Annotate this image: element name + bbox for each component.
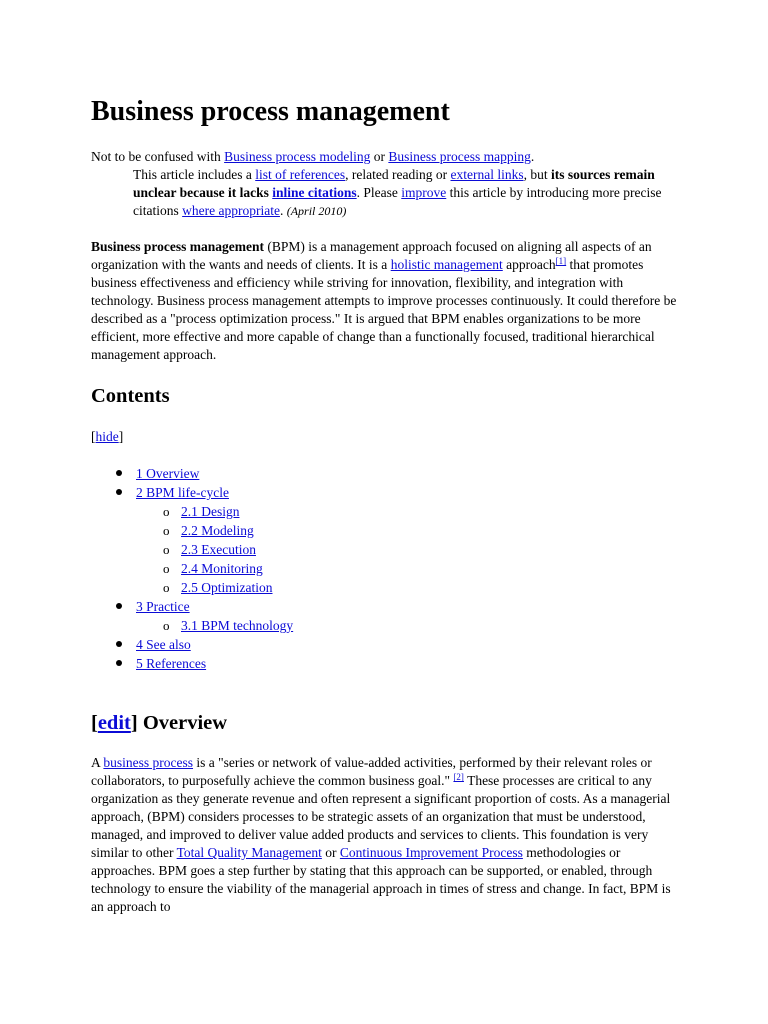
circle-bullet-icon: o bbox=[163, 523, 170, 538]
notice-text: . bbox=[279, 203, 284, 218]
toc-item-see-also bbox=[91, 635, 293, 654]
toc-item-design bbox=[91, 502, 293, 521]
toc-item-references bbox=[91, 654, 293, 673]
overview-paragraph bbox=[91, 754, 683, 916]
intro-bold-term: Business process management bbox=[91, 239, 265, 254]
reference-link-1[interactable]: [1] bbox=[555, 256, 567, 266]
table-of-contents bbox=[91, 464, 293, 673]
notice-text: , related reading or bbox=[345, 167, 451, 182]
bullet-icon bbox=[116, 660, 122, 666]
paragraph-text: that promotes business effectiveness and efficiency while striving for innovation, flexibility, and integration with technology. Business process management attempts to improve processes continuously. It could therefore be described as a "process optimization process." It is argued that BPM enables organizations to be more efficient, more effective and more capable of change than a functionally focused, traditional hierarchical management approach. bbox=[91, 257, 677, 362]
bullet-icon bbox=[116, 489, 122, 495]
link-external-links[interactable]: external links bbox=[450, 167, 524, 182]
notice-text: This article includes a bbox=[133, 167, 256, 182]
toc-item-monitoring bbox=[91, 559, 293, 578]
toc-link[interactable]: 2.1 Design bbox=[181, 504, 240, 519]
paragraph-text: These processes are critical to any organization as they generate revenue and often represent a significant proportion of costs. As a managerial approach, (BPM) considers processes to be strategic assets of an organization that must be understood, managed, and improved to deliver value added products and services to clients. This foundation is very similar to other bbox=[91, 773, 671, 860]
link-holistic-management[interactable]: holistic management bbox=[390, 257, 503, 272]
bullet-icon bbox=[116, 641, 122, 647]
section-title: Overview bbox=[137, 712, 228, 734]
toc-item-bpm-technology bbox=[91, 616, 293, 635]
citation-notice bbox=[133, 166, 683, 220]
edit-section-link[interactable]: edit bbox=[97, 712, 131, 734]
toc-link[interactable]: 3.1 BPM technology bbox=[181, 618, 294, 633]
link-business-process-modeling[interactable]: Business process modeling bbox=[224, 149, 371, 164]
paragraph-text: A bbox=[91, 755, 104, 770]
bullet-icon bbox=[116, 603, 122, 609]
page-title: Business process management bbox=[91, 96, 450, 127]
toc-item-overview bbox=[91, 464, 293, 483]
toc-toggle bbox=[91, 428, 683, 446]
link-inline-citations[interactable]: inline citations bbox=[272, 185, 357, 200]
toc-item-modeling bbox=[91, 521, 293, 540]
toc-item-practice bbox=[91, 597, 293, 616]
notice-text: . Please bbox=[356, 185, 402, 200]
toc-link[interactable]: 2.2 Modeling bbox=[181, 523, 254, 538]
toc-item-bpm-life-cycle bbox=[91, 483, 293, 502]
circle-bullet-icon: o bbox=[163, 618, 170, 633]
intro-paragraph bbox=[91, 238, 683, 364]
notice-bold-text: its sources remain unclear because it lacks bbox=[133, 167, 655, 200]
toc-toggle-bracket: [ bbox=[91, 429, 96, 444]
hatnote bbox=[91, 148, 683, 166]
hatnote-text: . bbox=[530, 149, 535, 164]
circle-bullet-icon: o bbox=[163, 504, 170, 519]
link-total-quality-management[interactable]: Total Quality Management bbox=[176, 845, 322, 860]
link-list-of-references[interactable]: list of references bbox=[255, 167, 346, 182]
notice-text: , but bbox=[523, 167, 551, 182]
link-where-appropriate[interactable]: where appropriate bbox=[182, 203, 280, 218]
toc-link[interactable]: 1 Overview bbox=[136, 466, 200, 481]
paragraph-text: or bbox=[321, 845, 340, 860]
toc-hide-link[interactable]: hide bbox=[95, 429, 119, 444]
overview-heading bbox=[91, 710, 227, 736]
toc-link[interactable]: 3 Practice bbox=[136, 599, 190, 614]
contents-heading: Contents bbox=[91, 385, 170, 407]
paragraph-text: approach bbox=[502, 257, 556, 272]
notice-text: this article by introducing more precise citations bbox=[133, 185, 662, 218]
bullet-icon bbox=[116, 470, 122, 476]
hatnote-text: or bbox=[370, 149, 389, 164]
toc-link[interactable]: 2.4 Monitoring bbox=[181, 561, 263, 576]
paragraph-text: is a "series or network of value-added activities, performed by their relevant roles or collaborators, to purposefully achieve the common business goal." bbox=[91, 755, 652, 788]
toc-link[interactable]: 2 BPM life-cycle bbox=[136, 485, 229, 500]
toc-link[interactable]: 4 See also bbox=[136, 637, 191, 652]
circle-bullet-icon: o bbox=[163, 580, 170, 595]
circle-bullet-icon: o bbox=[163, 561, 170, 576]
toc-link[interactable]: 5 References bbox=[136, 656, 207, 671]
hatnote-text: Not to be confused with bbox=[91, 149, 225, 164]
paragraph-text: (BPM) is a management approach focused on aligning all aspects of an organization with the wants and needs of clients. It is a bbox=[91, 239, 652, 272]
reference-link-2[interactable]: [2] bbox=[453, 772, 464, 782]
link-improve[interactable]: improve bbox=[401, 185, 447, 200]
notice-date: (April 2010) bbox=[286, 204, 347, 218]
toc-item-optimization bbox=[91, 578, 293, 597]
edit-bracket: ] bbox=[130, 712, 138, 734]
link-business-process-mapping[interactable]: Business process mapping bbox=[388, 149, 531, 164]
toc-toggle-bracket: ] bbox=[118, 429, 124, 444]
paragraph-text: methodologies or approaches. BPM goes a step further by stating that this approach can be supported, or enabled, through technology to ensure the viability of the managerial approach in times of stress and change. In fact, BPM is an approach to bbox=[91, 845, 671, 914]
toc-item-execution bbox=[91, 540, 293, 559]
link-business-process[interactable]: business process bbox=[103, 755, 194, 770]
circle-bullet-icon: o bbox=[163, 542, 170, 557]
toc-link[interactable]: 2.3 Execution bbox=[181, 542, 256, 557]
toc-link[interactable]: 2.5 Optimization bbox=[181, 580, 273, 595]
link-continuous-improvement-process[interactable]: Continuous Improvement Process bbox=[339, 845, 523, 860]
edit-bracket: [ bbox=[91, 712, 98, 734]
